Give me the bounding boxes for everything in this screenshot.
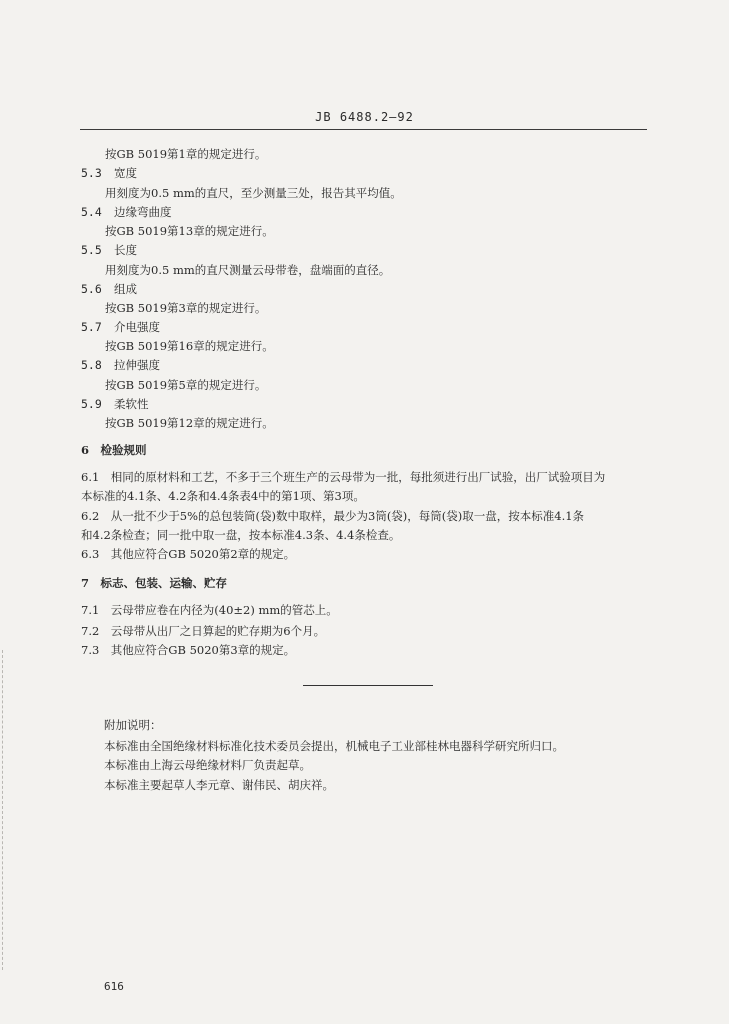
section-heading-6: 6 检验规则 [81, 443, 147, 457]
text-line: 用刻度为0.5 mm的直尺，至少测量三处，报告其平均值。 [105, 186, 402, 200]
paragraph-6-1-line-2: 本标准的4.1条、4.2条和4.4条表4中的第1项、第3项。 [81, 489, 365, 503]
paragraph-6-2-line-1: 6.2 从一批不少于5%的总包装筒(袋)数中取样，最少为3筒(袋)，每筒(袋)取一盘，按本标准4.1条 [81, 509, 585, 523]
clause-number: 5.9 [81, 397, 102, 411]
notes-title: 附加说明： [104, 718, 162, 732]
paragraph-7-3: 7.3 其他应符合GB 5020第3章的规定。 [81, 643, 296, 657]
clause-number: 5.5 [81, 243, 102, 257]
scan-margin-specks [2, 650, 5, 970]
clause-number: 5.6 [81, 282, 102, 296]
clause-title: 长度 [114, 243, 137, 257]
header-rule [80, 129, 647, 130]
paragraph-7-1: 7.1 云母带应卷在内径为(40±2) mm的管芯上。 [81, 603, 338, 617]
clause-title: 宽度 [114, 166, 137, 180]
text-line: 按GB 5019第16章的规定进行。 [105, 339, 274, 353]
text-line: 用刻度为0.5 mm的直尺测量云母带卷，盘端面的直径。 [105, 263, 391, 277]
paragraph-6-1-line-1: 6.1 相同的原材料和工艺，不多于三个班生产的云母带为一批，每批须进行出厂试验，出厂试验项目为 [81, 470, 606, 484]
clause-number: 5.4 [81, 205, 102, 219]
note-line: 本标准由全国绝缘材料标准化技术委员会提出，机械电子工业部桂林电器科学研究所归口。 [104, 739, 564, 753]
text-line: 按GB 5019第13章的规定进行。 [105, 224, 274, 238]
note-line: 本标准由上海云母绝缘材料厂负责起草。 [104, 758, 311, 772]
clause-number: 5.3 [81, 166, 102, 180]
paragraph-6-3: 6.3 其他应符合GB 5020第2章的规定。 [81, 547, 296, 561]
clause-number: 5.7 [81, 320, 102, 334]
clause-title: 组成 [114, 282, 137, 296]
page-number: 616 [104, 980, 124, 993]
text-line: 按GB 5019第5章的规定进行。 [105, 378, 267, 392]
clause-title: 柔软性 [114, 397, 149, 411]
clause-title: 拉伸强度 [114, 358, 160, 372]
page-header: JB 6488.2—92 [315, 110, 414, 124]
paragraph-7-2: 7.2 云母带从出厂之日算起的贮存期为6个月。 [81, 624, 326, 638]
text-line: 按GB 5019第1章的规定进行。 [105, 147, 267, 161]
section-heading-7: 7 标志、包装、运输、贮存 [81, 576, 228, 590]
note-line: 本标准主要起草人李元章、谢伟民、胡庆祥。 [104, 778, 334, 792]
text-line: 按GB 5019第12章的规定进行。 [105, 416, 274, 430]
paragraph-6-2-line-2: 和4.2条检查；同一批中取一盘，按本标准4.3条、4.4条检查。 [81, 528, 401, 542]
end-rule [303, 685, 433, 686]
text-line: 按GB 5019第3章的规定进行。 [105, 301, 267, 315]
clause-title: 边缘弯曲度 [114, 205, 172, 219]
clause-number: 5.8 [81, 358, 102, 372]
clause-title: 介电强度 [114, 320, 160, 334]
